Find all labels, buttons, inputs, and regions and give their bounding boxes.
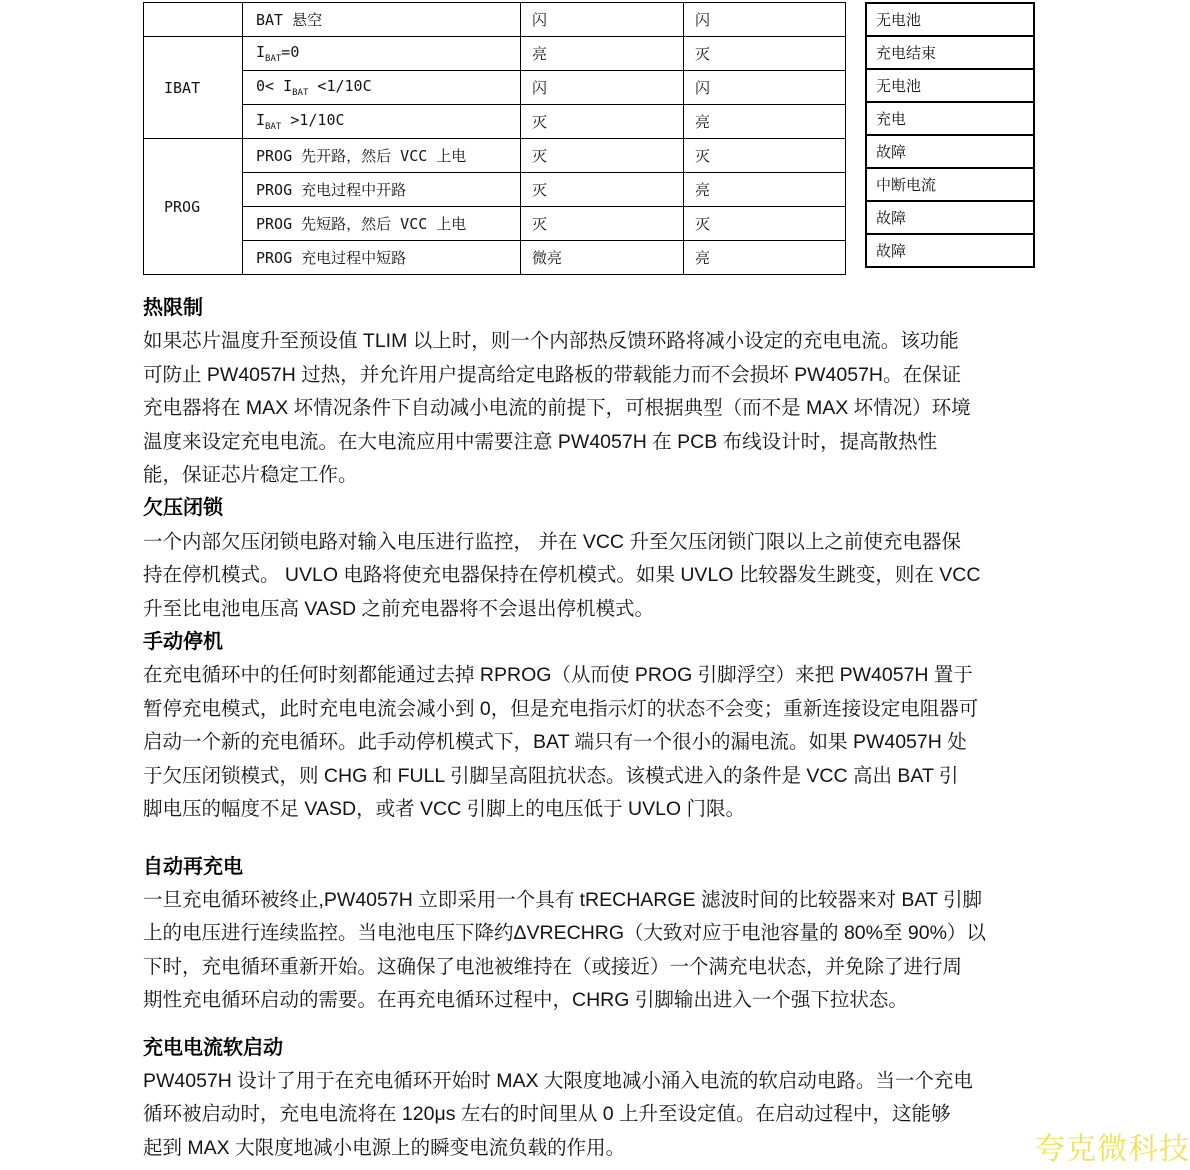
led1-cell: 闪 — [521, 3, 684, 37]
led2-cell: 灭 — [684, 139, 846, 173]
group-label-cell: IBAT — [144, 37, 243, 139]
paragraph-line: 一个内部欠压闭锁电路对输入电压进行监控， 并在 VCC 升至欠压闭锁门限以上之前使充电器保 — [143, 530, 961, 553]
led1-cell: 闪 — [521, 71, 684, 105]
led2-cell: 亮 — [684, 173, 846, 207]
status-cell: 故障 — [865, 134, 1035, 169]
led2-cell: 灭 — [684, 37, 846, 71]
group-label-cell: PROG — [144, 139, 243, 275]
led1-cell: 微亮 — [521, 241, 684, 275]
condition-cell: $0< I_{BAT} <1/10C$ — [243, 71, 521, 105]
paragraph-line: 升至比电池电压高 VASD 之前充电器将不会退出停机模式。 — [143, 597, 654, 620]
paragraph-line: 于欠压闭锁模式，则 CHG 和 FULL 引脚呈高阻抗状态。该模式进入的条件是 VCC 高出 BAT 引 — [143, 764, 959, 787]
paragraph-line: PW4057H 设计了用于在充电循环开始时 MAX 大限度地减小涌入电流的软启动电路。当一个充电 — [143, 1069, 973, 1092]
status-cell: 故障 — [865, 200, 1035, 235]
led1-cell: 亮 — [521, 37, 684, 71]
section-heading: 自动再充电 — [143, 855, 243, 878]
section-heading: 手动停机 — [143, 631, 223, 654]
condition-cell: PROG 充电过程中短路 — [243, 241, 521, 275]
led2-cell: 闪 — [684, 71, 846, 105]
table-row — [144, 37, 846, 71]
status-cell: 故障 — [865, 233, 1035, 268]
section-heading: 欠压闭锁 — [143, 497, 223, 520]
paragraph-line: 上的电压进行连续监控。当电池电压下降约ΔVRECHRG（大致对应于电池容量的 80%至 90%）以 — [143, 922, 986, 945]
document-sections — [143, 292, 1051, 1165]
paragraph-line: 可防止 PW4057H 过热，并允许用户提高给定电路板的带载能力而不会损坏 PW4057H。在保证 — [143, 363, 962, 386]
condition-cell: $I_{BAT}=0$ — [243, 37, 521, 71]
paragraph-line: 一旦充电循环被终止,PW4057H 立即采用一个具有 tRECHARGE 滤波时间的比较器来对 BAT 引脚 — [143, 888, 982, 911]
led2-cell: 亮 — [684, 105, 846, 139]
table-row — [144, 105, 846, 139]
condition-cell: PROG 充电过程中开路 — [243, 173, 521, 207]
section — [143, 851, 1051, 1018]
paragraph-line: 如果芯片温度升至预设值 TLIM 以上时，则一个内部热反馈环路将减小设定的充电电流。该功能 — [143, 330, 959, 353]
led1-cell: 灭 — [521, 173, 684, 207]
paragraph-line: 起到 MAX 大限度地减小电源上的瞬变电流负载的作用。 — [143, 1136, 626, 1159]
paragraph-line: 循环被启动时，充电电流将在 120μs 左右的时间里从 0 上升至设定值。在启动过程中，这能够 — [143, 1103, 951, 1126]
table-row — [144, 241, 846, 275]
section — [143, 492, 1051, 626]
section — [143, 292, 1051, 492]
paragraph-line: 启动一个新的充电循环。此手动停机模式下，BAT 端只有一个很小的漏电流。如果 PW4057H 处 — [143, 731, 967, 754]
paragraph-line: 温度来设定充电电流。在大电流应用中需要注意 PW4057H 在 PCB 布线设计时，提高散热性 — [143, 430, 938, 453]
status-cell: 充电结束 — [865, 35, 1035, 70]
status-cell: 充电 — [865, 101, 1035, 136]
led2-cell: 亮 — [684, 241, 846, 275]
section — [143, 1032, 1051, 1166]
led-status-table — [143, 2, 846, 275]
paragraph-line: 下时，充电循环重新开始。这确保了电池被维持在（或接近）一个满充电状态，并免除了进行周 — [143, 955, 963, 978]
status-cell: 无电池 — [865, 68, 1035, 103]
led2-cell: 闪 — [684, 3, 846, 37]
section — [143, 626, 1051, 826]
paragraph-line: 暂停充电模式，此时充电电流会减小到 0，但是充电指示灯的状态不会变；重新连接设定电阻器可 — [143, 697, 979, 720]
table-row — [144, 71, 846, 105]
led1-cell: 灭 — [521, 139, 684, 173]
table-row — [144, 173, 846, 207]
table-row — [144, 139, 846, 173]
paragraph-line: 充电器将在 MAX 坏情况条件下自动减小电流的前提下，可根据典型（而不是 MAX 坏情况）环境 — [143, 397, 971, 420]
section-heading: 热限制 — [143, 297, 203, 319]
condition-cell: PROG 先开路，然后 VCC 上电 — [243, 139, 521, 173]
group-label-cell — [144, 3, 243, 37]
table-row — [144, 207, 846, 241]
condition-cell: BAT 悬空 — [243, 3, 521, 37]
condition-cell: PROG 先短路，然后 VCC 上电 — [243, 207, 521, 241]
condition-cell: $I_{BAT} >1/10C$ — [243, 105, 521, 139]
led1-cell: 灭 — [521, 105, 684, 139]
paragraph-line: 在充电循环中的任何时刻都能通过去掉 RPROG（从而使 PROG 引脚浮空）来把 PW4057H 置于 — [143, 664, 973, 687]
paragraph-line: 能，保证芯片稳定工作。 — [143, 464, 358, 487]
paragraph-line: 脚电压的幅度不足 VASD，或者 VCC 引脚上的电压低于 UVLO 门限。 — [143, 798, 746, 821]
led1-cell: 灭 — [521, 207, 684, 241]
paragraph-line: 期性充电循环启动的需要。在再充电循环过程中，CHRG 引脚输出进入一个强下拉状态。 — [143, 989, 908, 1012]
status-cell: 无电池 — [865, 2, 1035, 37]
paragraph-line: 持在停机模式。 UVLO 电路将使充电器保持在停机模式。如果 UVLO 比较器发生跳变，则在 VCC — [143, 564, 981, 587]
led2-cell: 灭 — [684, 207, 846, 241]
section-heading: 充电电流软启动 — [143, 1036, 283, 1059]
status-cell: 中断电流 — [865, 167, 1035, 202]
watermark-logo: 夸克微科技 — [1035, 1133, 1190, 1166]
table-row — [144, 3, 846, 37]
